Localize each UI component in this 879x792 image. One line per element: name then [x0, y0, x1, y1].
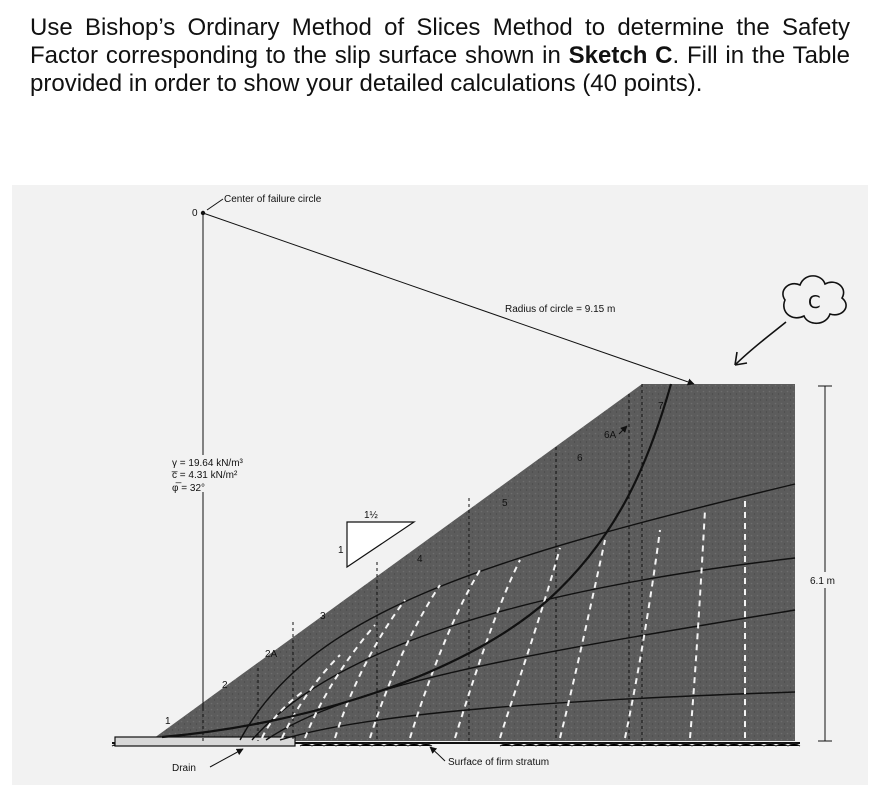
slope-horizontal: 1½ [364, 510, 378, 521]
friction-angle: φ̅ = 32° [172, 483, 206, 494]
question-part-2: . Fill in the Table provided in order to show your detailed calculations (40 points). [30, 42, 851, 97]
slice-label-2: 2 [222, 680, 228, 691]
center-label: Center of failure circle [224, 194, 322, 205]
slice-label-5: 5 [502, 498, 508, 509]
slope-vertical: 1 [338, 545, 344, 556]
unit-weight: γ = 19.64 kN/m³ [172, 458, 243, 469]
slice-label-3: 3 [320, 611, 326, 622]
height-label: 6.1 m [810, 576, 836, 587]
radius-label: Radius of circle = 9.15 m [505, 304, 616, 315]
drain-label: Drain [172, 763, 196, 774]
center-point-label: 0 [192, 208, 198, 219]
slice-label-7: 7 [658, 401, 664, 412]
question-sketch-ref: Sketch C [568, 42, 673, 69]
slice-label-4: 4 [417, 554, 423, 565]
slice-label-6: 6 [577, 453, 583, 464]
stratum-label: Surface of firm stratum [448, 757, 550, 768]
handwritten-c-label: C [808, 292, 821, 313]
cohesion: c̅ = 4.31 kN/m² [172, 470, 238, 481]
slice-label-2a: 2A [265, 649, 278, 660]
question-part-1: Use Bishop’s Ordinary Method of Slices Method to determine the Safety Factor corresponding to the slip surface shown in [30, 14, 850, 69]
slice-label-1: 1 [165, 716, 171, 727]
slice-label-6a: 6A [604, 430, 617, 441]
